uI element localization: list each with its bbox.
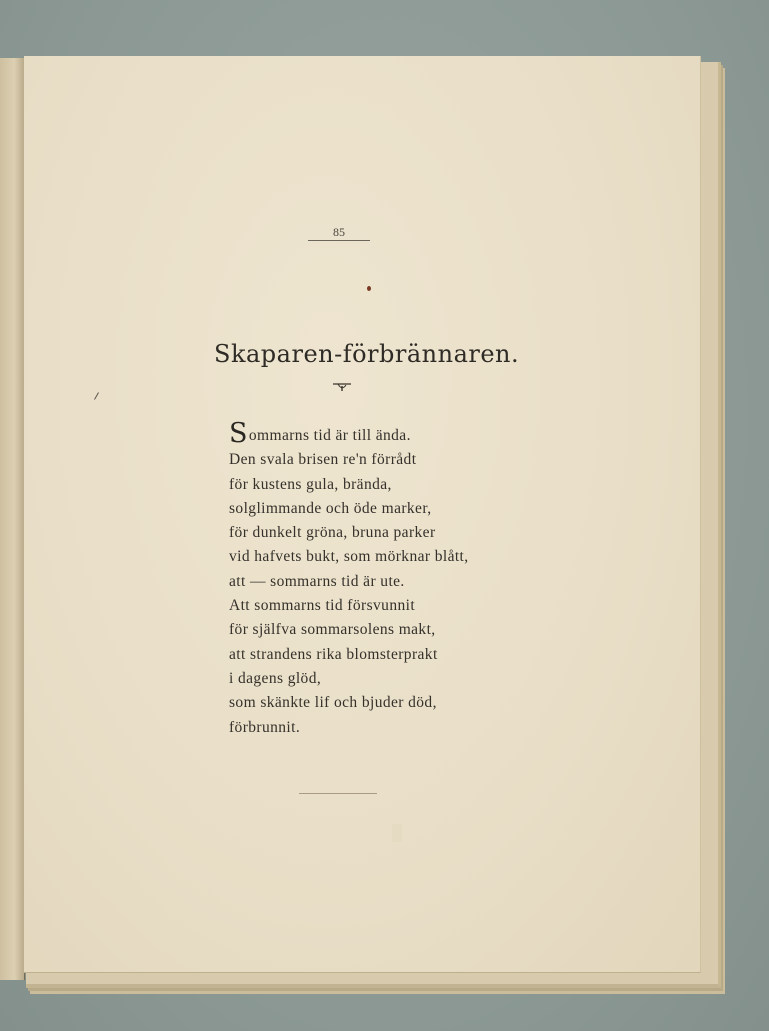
poem-body <box>229 418 509 740</box>
poem-line: att strandens rika blomsterprakt <box>229 645 438 663</box>
poem-line: förbrunnit. <box>229 718 301 736</box>
book-page <box>24 56 701 973</box>
first-line-text: ommarns tid är till ända. <box>248 427 411 444</box>
poem-title: Skaparen-förbrännaren. <box>214 340 520 368</box>
end-rule <box>299 793 377 794</box>
poem-line: Den svala brisen re'n förrådt <box>229 451 417 469</box>
poem-line: vid hafvets bukt, som mörknar blått, <box>229 548 469 566</box>
poem-line: solglimmande och öde marker, <box>229 499 432 517</box>
poem-line: Att sommarns tid försvunnit <box>229 597 416 615</box>
poem-line: att — sommarns tid är ute. <box>229 572 405 590</box>
poem-line: för dunkelt gröna, bruna parker <box>229 524 436 542</box>
ornament-icon <box>332 382 352 392</box>
poem-line: för kustens gula, brända, <box>229 475 392 493</box>
faint-mark <box>392 824 402 842</box>
previous-page-edge <box>0 58 25 980</box>
poem-first-line <box>229 418 509 449</box>
drop-cap: S <box>229 418 248 449</box>
poem-line: som skänkte lif och bjuder död, <box>229 694 437 712</box>
page-number: 85 <box>308 226 370 241</box>
poem-line: i dagens glöd, <box>229 669 322 687</box>
stray-mark <box>94 392 99 399</box>
ink-spot <box>367 286 371 291</box>
poem-line: för själfva sommarsolens makt, <box>229 621 436 639</box>
